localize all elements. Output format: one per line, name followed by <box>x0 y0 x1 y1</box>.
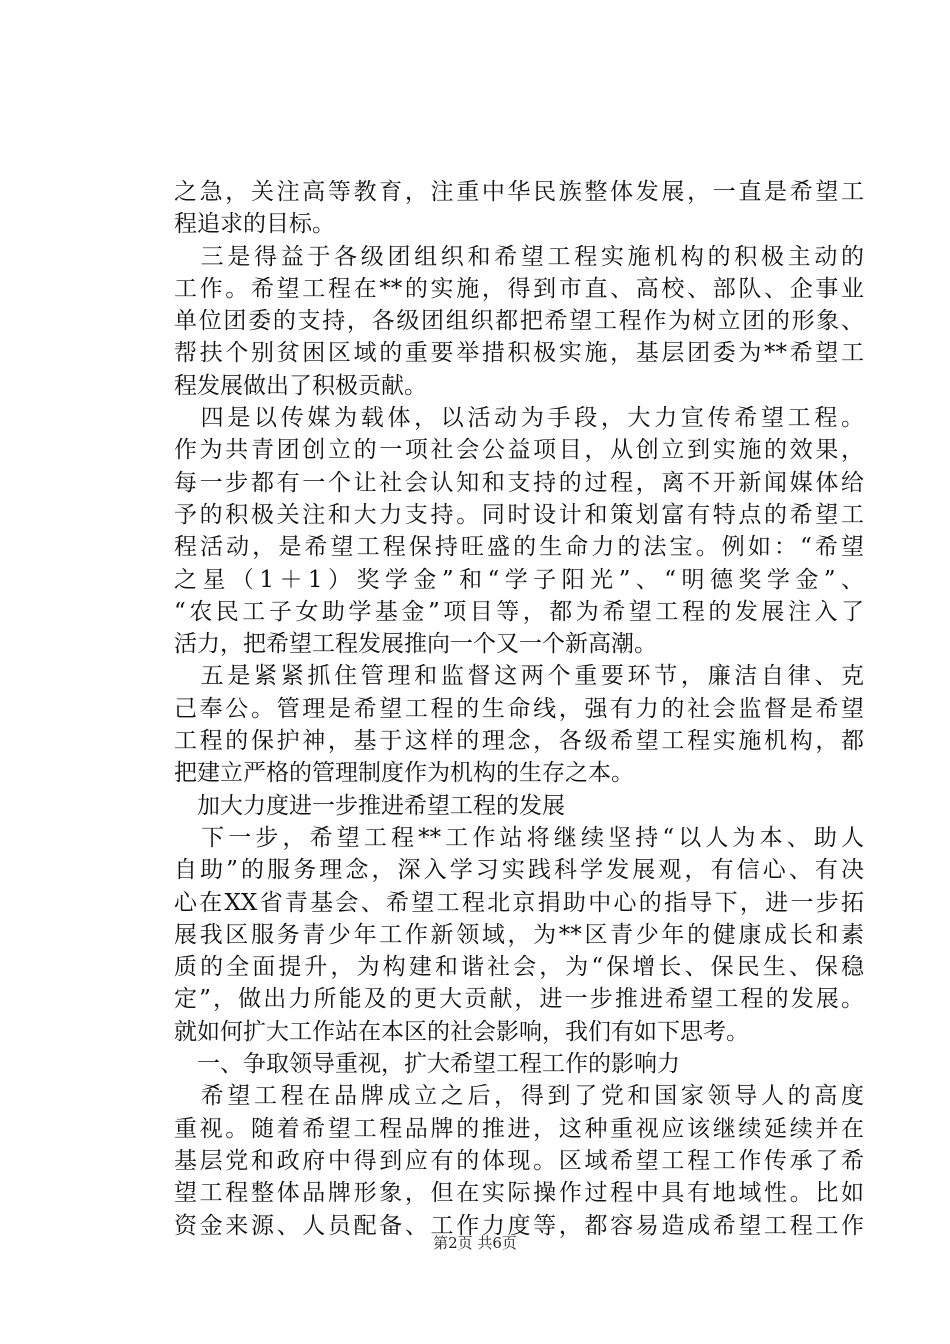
text-line: 工作。希望工程在**的实施，得到市直、高校、部队、企事业 <box>174 275 864 302</box>
text-line: 帮扶个别贫困区域的重要举措积极实施，基层团委为**希望工 <box>174 340 864 367</box>
text-line: 基层党和政府中得到应有的体现。区域希望工程工作传承了希 <box>174 1147 864 1174</box>
text-line: 资金来源、人员配备、工作力度等，都容易造成希望工程工作 <box>174 1212 864 1239</box>
text-line: 一、争取领导重视，扩大希望工程工作的影响力 <box>174 1051 680 1078</box>
text-line: 就如何扩大工作站在本区的社会影响，我们有如下思考。 <box>174 1018 749 1045</box>
text-line: 心在XX省青基会、希望工程北京捐助中心的指导下，进一步拓 <box>174 889 864 916</box>
text-line: “农民工子女助学基金”项目等，都为希望工程的发展注入了 <box>174 598 864 625</box>
text-line: 定”，做出力所能及的更大贡献，进一步推进希望工程的发展。 <box>174 986 864 1013</box>
text-line: 加大力度进一步推进希望工程的发展 <box>174 792 565 819</box>
text-line: 工程的保护神，基于这样的理念，各级希望工程实施机构，都 <box>174 728 864 755</box>
text-line: 予的积极关注和大力支持。同时设计和策划富有特点的希望工 <box>174 501 864 528</box>
text-line: 展我区服务青少年工作新领域，为**区青少年的健康成长和素 <box>174 921 864 948</box>
text-line: 三是得益于各级团组织和希望工程实施机构的积极主动的 <box>174 243 864 270</box>
text-line: 单位团委的支持，各级团组织都把希望工程作为树立团的形象、 <box>174 308 864 335</box>
text-line: 程追求的目标。 <box>174 211 335 238</box>
body-text <box>174 176 864 1242</box>
text-line: 活力，把希望工程发展推向一个又一个新高潮。 <box>174 631 657 658</box>
text-line: 作为共青团创立的一项社会公益项目，从创立到实施的效果， <box>174 437 864 464</box>
page-footer: 第2页 共6页 <box>433 1234 517 1252</box>
text-line: 五是紧紧抓住管理和监督这两个重要环节，廉洁自律、克 <box>174 663 864 690</box>
text-line: 质的全面提升，为构建和谐社会，为“保增长、保民生、保稳 <box>174 954 864 981</box>
text-line: 每一步都有一个让社会认知和支持的过程，离不开新闻媒体给 <box>174 469 864 496</box>
text-line: 把建立严格的管理制度作为机构的生存之本。 <box>174 760 634 787</box>
text-line: 己奉公。管理是希望工程的生命线，强有力的社会监督是希望 <box>174 695 864 722</box>
text-line: 之急，关注高等教育，注重中华民族整体发展，一直是希望工 <box>174 179 864 205</box>
text-line: 程发展做出了积极贡献。 <box>174 372 427 399</box>
text-line: 自助”的服务理念，深入学习实践科学发展观，有信心、有决 <box>174 857 864 884</box>
text-line: 希望工程在品牌成立之后，得到了党和国家领导人的高度 <box>174 1083 864 1110</box>
text-line: 重视。随着希望工程品牌的推进，这种重视应该继续延续并在 <box>174 1115 864 1142</box>
text-line: 程活动，是希望工程保持旺盛的生命力的法宝。例如：“希望 <box>174 534 864 561</box>
text-line: 之星（1＋1）奖学金”和“学子阳光”、“明德奖学金”、 <box>174 566 864 593</box>
text-line: 四是以传媒为载体，以活动为手段，大力宣传希望工程。 <box>174 405 864 432</box>
text-line: 望工程整体品牌形象，但在实际操作过程中具有地域性。比如 <box>174 1180 864 1207</box>
text-line: 下一步，希望工程**工作站将继续坚持“以人为本、助人 <box>174 824 864 851</box>
